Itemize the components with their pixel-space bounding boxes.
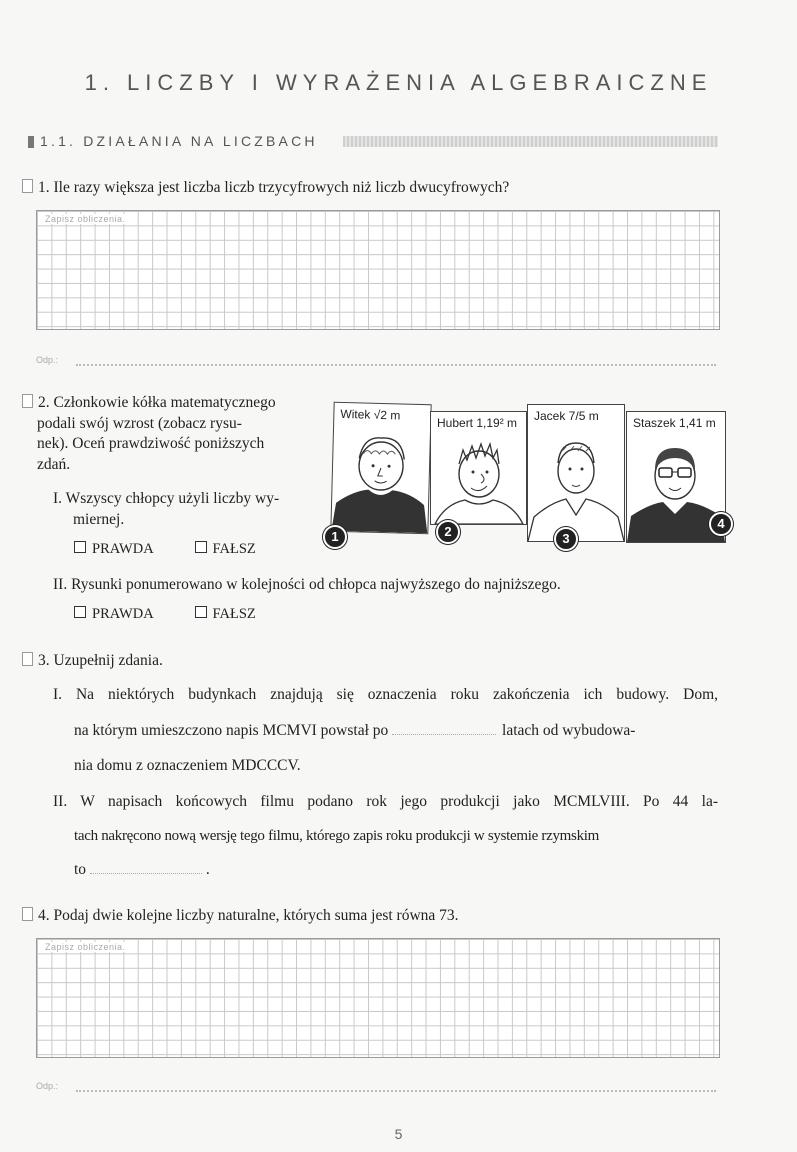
boy-card-witek	[330, 402, 431, 535]
checkbox-icon	[74, 541, 86, 553]
boy-drawing	[331, 403, 430, 533]
task3-blank1[interactable]	[392, 724, 496, 735]
task4-answer-label: Odp.:	[36, 1081, 59, 1091]
task3-s1-line1: I. Na niektórych budynkach znajdują się oznaczenia roku zakończenia ich budowy. Dom,	[53, 686, 718, 703]
boy-name: Witek √2 m	[340, 406, 401, 423]
task1-answer-label: Odp.:	[36, 355, 59, 365]
task3-s2-line1: II. W napisach końcowych filmu podano rok jego produkcji jako MCMLVIII. Po 44 la-	[53, 793, 718, 810]
section-header	[28, 132, 718, 152]
checkbox-icon	[195, 606, 207, 618]
task3-question: 3. Uzupełnij zdania.	[22, 651, 163, 671]
task4-grid-label: Zapisz obliczenia.	[45, 942, 126, 952]
task4-checkbox[interactable]	[22, 907, 33, 921]
boy-drawing	[528, 405, 624, 541]
page-number: 5	[394, 1126, 403, 1142]
badge-2: 2	[436, 520, 460, 544]
section-stripe	[343, 136, 718, 147]
s2-true-option[interactable]: PRAWDA	[74, 606, 153, 622]
task1-text: 1. Ile razy większa jest liczba liczb trzycyfrowych niż liczb dwucyfrowych?	[38, 179, 510, 196]
task2-statement1: I. Wszyscy chłopcy użyli liczby wy- miernej.	[53, 490, 280, 528]
boy-card-jacek	[527, 404, 625, 542]
badge-4: 4	[709, 512, 733, 536]
task2-question: 2. Członkowie kółka matematycznego podali swój wzrost (zobacz rysu- nek). Oceń prawdziwość poniższych zdań.	[22, 393, 276, 475]
boy-card-hubert	[430, 411, 527, 525]
s1-false-option[interactable]: FAŁSZ	[195, 541, 256, 557]
badge-3: 3	[554, 527, 578, 551]
s2-false-option[interactable]: FAŁSZ	[195, 606, 256, 622]
s1-true-option[interactable]: PRAWDA	[74, 541, 153, 557]
boy-name: Staszek 1,41 m	[633, 416, 716, 430]
section-marker	[28, 136, 34, 148]
task3-s1-line3: nia domu z oznaczeniem MDCCCV.	[74, 757, 301, 774]
task4-calc-grid[interactable]	[36, 938, 720, 1058]
boy-name: Jacek 7/5 m	[534, 409, 599, 423]
checkbox-icon	[74, 606, 86, 618]
task2-checkbox[interactable]	[22, 394, 33, 408]
task1-answer-line[interactable]	[76, 364, 716, 366]
task2-s1-options	[74, 539, 256, 559]
task3-blank2[interactable]	[90, 863, 202, 874]
badge-1: 1	[323, 525, 347, 549]
task1-grid-label: Zapisz obliczenia.	[45, 214, 126, 224]
task3-checkbox[interactable]	[22, 652, 33, 666]
task3-s2-line2: tach nakręcono nową wersję tego filmu, którego zapis roku produkcji w systemie rzymskim	[74, 828, 600, 844]
task3-s1-line2: na którym umieszczono napis MCMVI powstał po latach od wybudowa-	[74, 722, 636, 739]
task4-answer-line[interactable]	[76, 1090, 716, 1092]
checkbox-icon	[195, 541, 207, 553]
boy-name: Hubert 1,19² m	[437, 416, 518, 430]
section-title: 1.1. DZIAŁANIA NA LICZBACH	[40, 133, 318, 149]
task1-calc-grid[interactable]	[36, 210, 720, 330]
task2-statement2: II. Rysunki ponumerowano w kolejności od chłopca najwyższego do najniższego.	[53, 576, 561, 593]
task1-question	[22, 178, 509, 198]
task3-s2-line3: to .	[74, 861, 210, 878]
task1-checkbox[interactable]	[22, 179, 33, 193]
chapter-title: 1. LICZBY I WYRAŻENIA ALGEBRAICZNE	[84, 70, 713, 95]
task4-question: 4. Podaj dwie kolejne liczby naturalne, których suma jest równa 73.	[22, 906, 459, 926]
task2-s2-options	[74, 604, 256, 624]
